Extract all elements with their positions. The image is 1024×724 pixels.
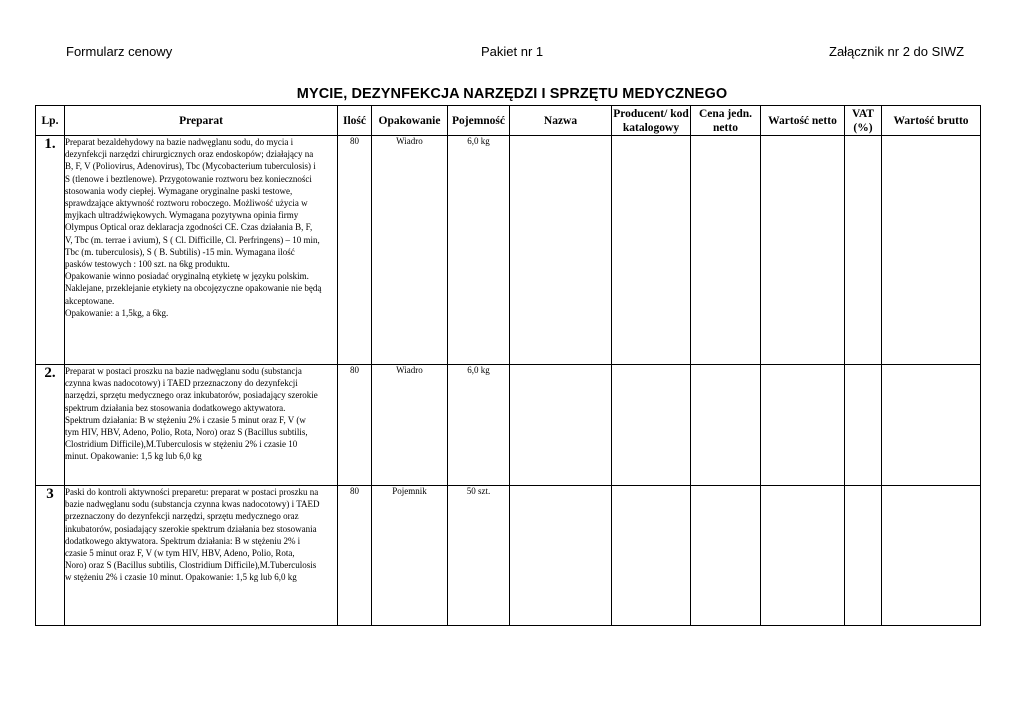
col-header-nazwa: Nazwa — [510, 106, 612, 136]
row-wartosc-netto-cell[interactable] — [761, 136, 845, 365]
row-number: 1. — [36, 136, 65, 365]
row-ilosc: 80 — [338, 365, 372, 486]
row-wartosc-netto-cell[interactable] — [761, 486, 845, 626]
row-vat-cell[interactable] — [845, 365, 882, 486]
row-ilosc: 80 — [338, 136, 372, 365]
row-number: 3 — [36, 486, 65, 626]
row-cena-cell[interactable] — [691, 486, 761, 626]
col-header-producent: Producent/ kod katalogowy — [613, 107, 689, 134]
row-wartosc-brutto-cell[interactable] — [882, 486, 981, 626]
row-preparat-description: Paski do kontroli aktywności preparetu: preparat w postaci proszku na bazie nadwęglanu sodu (substancja czynna kwas nadocotowy) i TAED przeznaczony do dezynfekcji narzędzi, sprzętu medycznego oraz inkubatorów, posiadający szerokie spektrum działania bez stosowania dodatkowego aktywatora. Spektrum działania: B w stężeniu 2% i czasie 5 minut oraz F, V (w tym HIV, HBV, Adeno, Polio, Rota, Noro) oraz S (Bacillus subtilis, Clostridium Difficile),M.Tuberculosis w stężeniu 2% i czasie 10 minut. Opakowanie: 1,5 kg lub 6,0 kg — [65, 486, 338, 626]
row-pojemnosc: 50 szt. — [448, 486, 510, 626]
row-producent-cell[interactable] — [612, 365, 691, 486]
col-header-wartosc-brutto: Wartość brutto — [882, 106, 981, 136]
col-header-vat: VAT (%) — [845, 106, 882, 136]
col-header-preparat: Preparat — [65, 106, 338, 136]
row-preparat-description: Preparat bezaldehydowy na bazie nadwęglanu sodu, do mycia i dezynfekcji narzędzi chirurgicznych oraz endoskopów; działający na B, F, V (Poliovirus, Adenovirus), Tbc (Mycobacterium tuberculosis) i S (tlenowe i beztlenowe). Przygotowanie roztworu bez konieczności stosowania wody ciepłej. Wymagane oryginalne paski testowe, sprawdzające aktywność roztworu roboczego. Możliwość użycia w myjkach ultradźwiękowych. Wymagana pozytywna opinia firmy Olympus Optical oraz deklaracja zgodności CE. Czas działania B, F, V, Tbc (m. terrae i avium), S ( Cl. Difficille, Cl. Perfringens) – 10 min, Tbc (m. tuberculosis), S ( B. Subtilis) -15 min. Wymagana ilość pasków testowych : 100 szt. na 6kg produktu. Opakowanie winno posiadać oryginalną etykietę w języku polskim. Naklejane, przeklejanie etykiety na obcojęzyczne opakowanie nie będą akceptowane. Opakowanie: a 1,5kg, a 6kg. — [65, 136, 338, 365]
row-vat-cell[interactable] — [845, 486, 882, 626]
col-header-opakowanie: Opakowanie — [372, 106, 448, 136]
table-row — [36, 486, 981, 626]
row-cena-cell[interactable] — [691, 136, 761, 365]
row-pojemnosc: 6,0 kg — [448, 365, 510, 486]
table-row — [36, 136, 981, 365]
row-cena-cell[interactable] — [691, 365, 761, 486]
row-ilosc: 80 — [338, 486, 372, 626]
header-package-label: Pakiet nr 1 — [481, 44, 544, 59]
row-opakowanie: Wiadro — [372, 365, 448, 486]
col-header-wartosc-netto: Wartość netto — [761, 106, 845, 136]
row-wartosc-netto-cell[interactable] — [761, 365, 845, 486]
col-header-ilosc: Ilość — [338, 106, 372, 136]
col-header-cena: Cena jedn. netto — [691, 106, 761, 136]
header-attachment-label: Załącznik nr 2 do SIWZ — [829, 44, 965, 59]
header-form-label: Formularz cenowy — [66, 44, 173, 59]
row-opakowanie: Pojemnik — [372, 486, 448, 626]
col-header-pojemnosc: Pojemność — [448, 106, 510, 136]
document-title: MYCIE, DEZYNFEKCJA NARZĘDZI I SPRZĘTU MEDYCZNEGO — [296, 86, 728, 102]
row-number: 2. — [36, 365, 65, 486]
row-wartosc-brutto-cell[interactable] — [882, 136, 981, 365]
price-table — [35, 105, 981, 626]
row-preparat-description: Preparat w postaci proszku na bazie nadwęglanu sodu (substancja czynna kwas nadocotowy) i TAED przeznaczony do dezynfekcji narzędzi, sprzętu medycznego oraz inkubatorów, posiadający szerokie spektrum działania bez stosowania dodatkowego aktywatora. Spektrum działania: B w stężeniu 2% i czasie 5 minut oraz F, V (w tym HIV, HBV, Adeno, Polio, Rota, Noro) oraz S (Bacillus subtilis, Clostridium Difficile),M.Tuberculosis w stężeniu 2% i czasie 10 minut. Opakowanie: 1,5 kg lub 6,0 kg — [65, 365, 338, 486]
row-producent-cell[interactable] — [612, 486, 691, 626]
row-producent-cell[interactable] — [612, 136, 691, 365]
row-nazwa-cell[interactable] — [510, 486, 612, 626]
table-header-row — [36, 106, 981, 136]
col-header-lp: Lp. — [36, 106, 65, 136]
row-vat-cell[interactable] — [845, 136, 882, 365]
row-nazwa-cell[interactable] — [510, 136, 612, 365]
row-pojemnosc: 6,0 kg — [448, 136, 510, 365]
row-opakowanie: Wiadro — [372, 136, 448, 365]
row-nazwa-cell[interactable] — [510, 365, 612, 486]
table-row — [36, 365, 981, 486]
row-wartosc-brutto-cell[interactable] — [882, 365, 981, 486]
